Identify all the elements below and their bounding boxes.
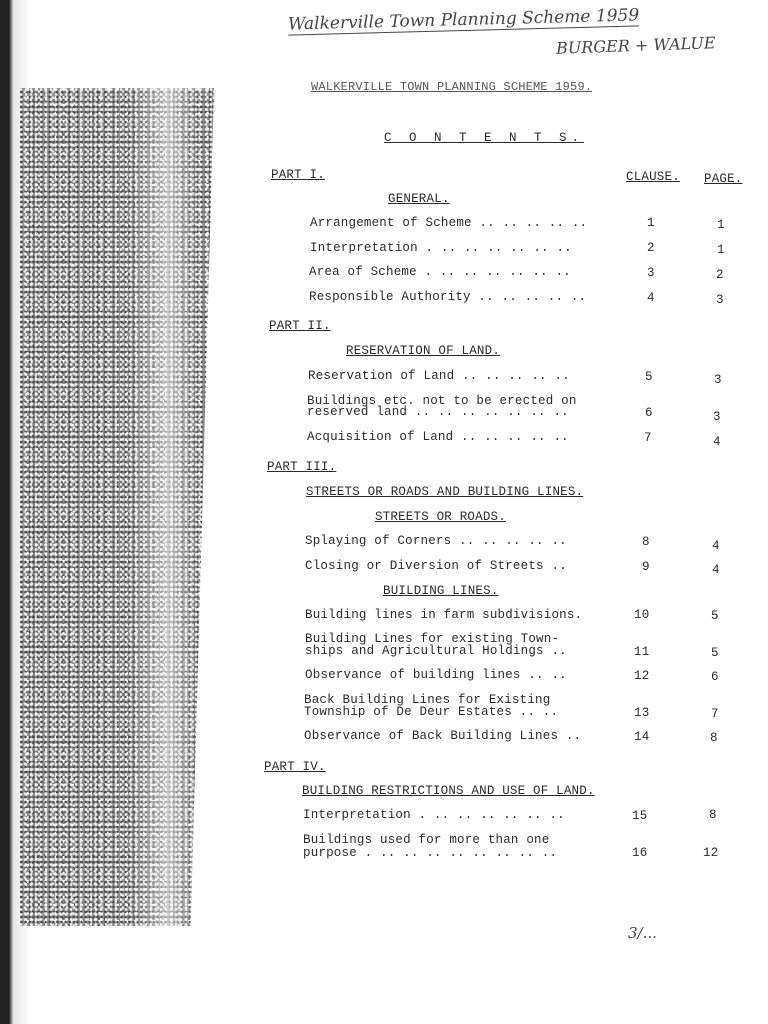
entry-text: Observance of Back Building Lines .. — [304, 729, 582, 743]
handwritten-names: BURGER + WALUE — [555, 33, 716, 58]
entry-text-continued: reserved land .. .. .. .. .. .. .. — [307, 405, 569, 419]
entry-clause: 13 — [634, 706, 650, 720]
section-subheading: BUILDING LINES. — [383, 584, 499, 598]
part-label: PART IV. — [264, 760, 326, 774]
section-heading: STREETS OR ROADS AND BUILDING LINES. — [306, 485, 584, 499]
entry-page: 6 — [711, 670, 719, 684]
entry-clause: 7 — [644, 431, 652, 445]
entry-page: 1 — [717, 243, 725, 257]
entry-text-continued: Township of De Deur Estates .. .. — [304, 705, 559, 719]
entry-page: 8 — [710, 731, 718, 745]
entry-clause: 6 — [645, 406, 653, 420]
handwritten-page-next: 3/... — [628, 924, 657, 942]
entry-text: Interpretation . .. .. .. .. .. .. — [303, 808, 565, 822]
section-heading: GENERAL. — [388, 192, 450, 206]
entry-page: 1 — [717, 218, 725, 232]
entry-clause: 1 — [647, 216, 655, 230]
entry-text: Interpretation . .. .. .. .. .. .. — [310, 241, 572, 255]
section-heading: RESERVATION OF LAND. — [346, 344, 501, 358]
section-subheading: STREETS OR ROADS. — [375, 510, 506, 524]
entry-text: Observance of building lines .. .. — [305, 668, 567, 682]
section-heading: BUILDING RESTRICTIONS AND USE OF LAND. — [302, 784, 595, 798]
entry-page: 8 — [709, 808, 717, 822]
entry-text-continued: purpose . .. .. .. .. .. .. .. .. — [303, 846, 558, 860]
entry-text: Splaying of Corners .. .. .. .. .. — [305, 534, 567, 548]
entry-clause: 14 — [634, 730, 650, 744]
entry-clause: 16 — [632, 846, 648, 860]
scan-noise-highlight — [130, 88, 200, 926]
entry-page: 5 — [711, 646, 719, 660]
entry-clause: 15 — [632, 809, 648, 823]
clause-column-header: CLAUSE. — [626, 170, 680, 184]
entry-clause: 4 — [647, 291, 655, 305]
entry-page: 4 — [712, 539, 720, 553]
entry-text: Buildings used for more than one — [303, 833, 550, 847]
entry-page: 4 — [713, 435, 721, 449]
entry-text: Building Lines for existing Town- — [305, 632, 560, 646]
entry-clause: 9 — [642, 560, 650, 574]
entry-page: 3 — [713, 410, 721, 424]
entry-text: Arrangement of Scheme .. .. .. .. .. — [310, 216, 588, 230]
entry-page: 2 — [716, 268, 724, 282]
entry-text: Responsible Authority .. .. .. .. .. — [309, 290, 587, 304]
part-label: PART III. — [267, 460, 337, 474]
entry-page: 3 — [716, 293, 724, 307]
entry-clause: 8 — [642, 535, 650, 549]
entry-clause: 3 — [647, 266, 655, 280]
part-label: PART II. — [269, 319, 331, 333]
entry-clause: 12 — [634, 669, 650, 683]
entry-page: 4 — [712, 563, 720, 577]
entry-clause: 2 — [647, 241, 655, 255]
entry-text: Closing or Diversion of Streets .. — [305, 559, 567, 573]
binding-edge-shadow — [0, 0, 14, 1024]
entry-page: 5 — [711, 609, 719, 623]
entry-text: Area of Scheme . .. .. .. .. .. .. — [309, 265, 571, 279]
entry-clause: 10 — [634, 608, 650, 622]
entry-clause: 11 — [634, 645, 650, 659]
entry-clause: 5 — [645, 370, 653, 384]
page-column-header: PAGE. — [704, 172, 743, 186]
contents-heading: C O N T E N T S. — [384, 131, 585, 145]
entry-text: Acquisition of Land .. .. .. .. .. — [307, 430, 569, 444]
document-title: WALKERVILLE TOWN PLANNING SCHEME 1959. — [311, 80, 593, 92]
part-label: PART I. — [271, 168, 325, 182]
handwritten-top-note: Walkerville Town Planning Scheme 1959 — [287, 5, 640, 35]
entry-page: 12 — [703, 846, 719, 860]
entry-page: 7 — [711, 707, 719, 721]
entry-page: 3 — [714, 373, 722, 387]
entry-text-continued: ships and Agricultural Holdings .. — [305, 644, 567, 658]
entry-text: Buildings etc. not to be erected on — [307, 394, 577, 408]
entry-text: Reservation of Land .. .. .. .. .. — [308, 369, 570, 383]
entry-text: Building lines in farm subdivisions. — [305, 608, 583, 622]
entry-text: Back Building Lines for Existing — [304, 693, 551, 707]
